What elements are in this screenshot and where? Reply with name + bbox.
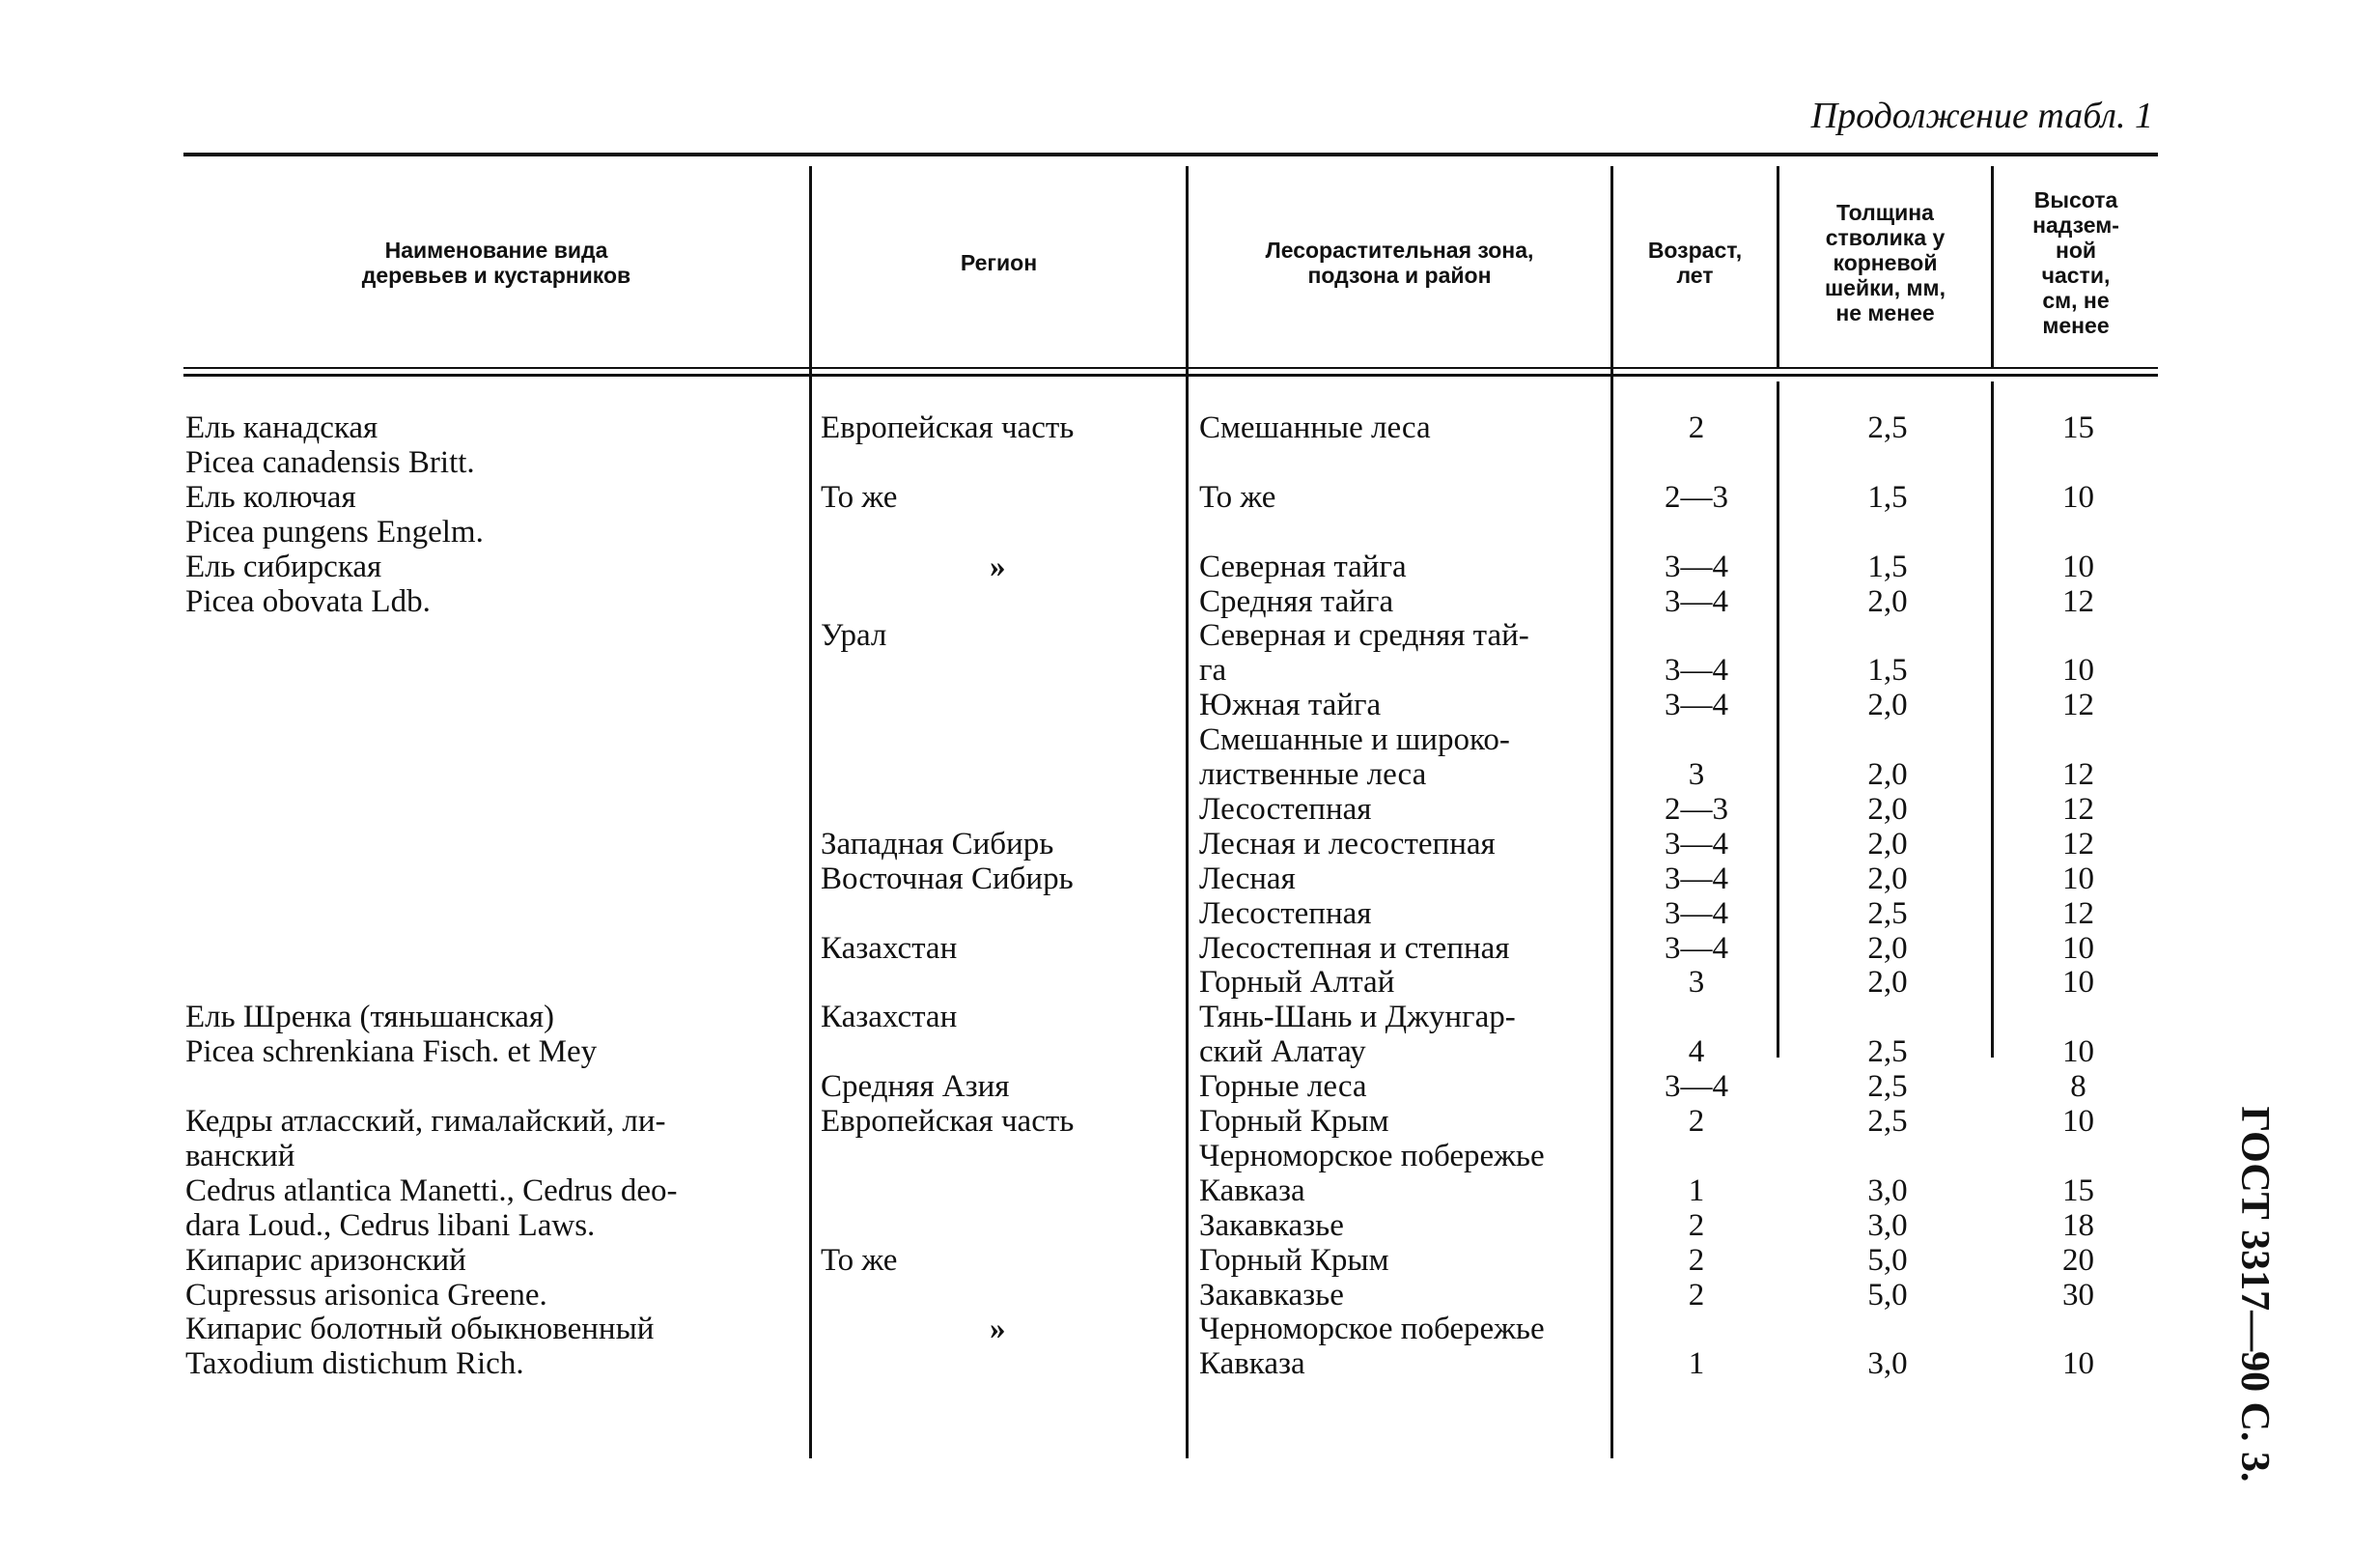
height-cell: 18 [2062,1207,2094,1243]
thickness-cell: 2,5 [1867,1034,1908,1070]
zone-cell: Средняя тайга [1199,583,1394,619]
table-row [0,722,2380,757]
table-row [0,861,2380,896]
zone-cell: Южная тайга [1199,688,1382,723]
age-cell: 3—4 [1665,1069,1728,1105]
thickness-cell: 3,0 [1867,1346,1908,1382]
age-cell: 2 [1688,1277,1705,1313]
header-zone: Лесорастительная зона, подзона и район [1265,238,1534,288]
species-cell: Cedrus atlantica Manetti., Cedrus deo- [185,1172,678,1208]
thickness-cell: 2,0 [1867,861,1908,896]
species-cell: Picea pungens Engelm. [185,514,484,550]
thickness-cell: 2,0 [1867,930,1908,966]
table-row [0,1312,2380,1346]
age-cell: 2—3 [1665,791,1728,827]
zone-cell: Смешанные и широко- [1199,722,1510,758]
height-cell: 12 [2062,583,2094,619]
zone-cell: Кавказа [1199,1172,1305,1208]
species-cell: Cupressus arisonica Greene. [185,1277,547,1313]
thickness-cell: 3,0 [1867,1172,1908,1208]
age-cell: 2 [1688,1104,1705,1139]
thickness-cell: 3,0 [1867,1207,1908,1243]
height-cell: 12 [2062,826,2094,861]
thickness-cell: 2,0 [1867,757,1908,792]
table-row [0,584,2380,619]
zone-cell: Тянь-Шань и Джунгар- [1199,1000,1516,1035]
age-cell: 3—4 [1665,895,1728,931]
species-cell: Кедры атласский, гималайский, ли- [185,1104,666,1139]
table-row [0,1173,2380,1208]
table-row [0,965,2380,1000]
table-row [0,618,2380,653]
age-cell: 4 [1688,1034,1705,1070]
thickness-cell: 5,0 [1867,1242,1908,1278]
table-row [0,1139,2380,1173]
region-cell: Европейская часть [821,1104,1075,1139]
region-cell: Казахстан [821,1000,958,1035]
top-rule [183,153,2158,156]
region-cell: То же [821,479,898,515]
zone-cell: лиственные леса [1199,757,1427,792]
ditto-mark: » [990,1312,1006,1347]
region-cell: Казахстан [821,930,958,966]
zone-cell: То же [1199,479,1276,515]
species-cell: Ель Шренка (тяньшанская) [185,1000,555,1035]
region-cell: То же [821,1242,898,1278]
age-cell: 3—4 [1665,549,1728,584]
species-cell: Ель колючая [185,479,356,515]
species-cell: Ель сибирская [185,549,382,584]
thickness-cell: 1,5 [1867,549,1908,584]
thickness-cell: 2,5 [1867,1104,1908,1139]
zone-cell: Лесостепная [1199,791,1372,827]
height-cell: 12 [2062,688,2094,723]
height-cell: 10 [2062,965,2094,1001]
table-row [0,410,2380,445]
age-cell: 3 [1688,757,1705,792]
height-cell: 10 [2062,1346,2094,1382]
species-cell: ванский [185,1138,295,1173]
age-cell: 2 [1688,1242,1705,1278]
table-row [0,1034,2380,1069]
table-row [0,1069,2380,1104]
age-cell: 3—4 [1665,688,1728,723]
age-cell: 1 [1688,1172,1705,1208]
zone-cell: Черноморское побережье [1199,1138,1545,1173]
table-row [0,688,2380,722]
table-row [0,792,2380,827]
species-cell: dara Loud., Cedrus libani Laws. [185,1207,596,1243]
zone-cell: Закавказье [1199,1207,1344,1243]
thickness-cell: 2,5 [1867,1069,1908,1105]
region-cell: Урал [821,618,887,654]
age-cell: 3 [1688,965,1705,1001]
table-row [0,1346,2380,1381]
region-cell: Средняя Азия [821,1069,1010,1105]
height-cell: 12 [2062,895,2094,931]
header-rule-1 [183,367,2158,369]
thickness-cell: 1,5 [1867,479,1908,515]
table-continuation-caption: Продолжение табл. 1 [1810,96,2153,136]
thickness-cell: 5,0 [1867,1277,1908,1313]
region-cell [821,549,1006,584]
height-cell: 10 [2062,1104,2094,1139]
species-cell: Picea schrenkiana Fisch. et Mey [185,1034,598,1070]
height-cell: 10 [2062,549,2094,584]
height-cell: 10 [2062,861,2094,896]
species-cell: Taxodium distichum Rich. [185,1346,524,1382]
zone-cell: Лесная [1199,861,1296,896]
header-species: Наименование вида деревьев и кустарников [361,238,631,288]
thickness-cell: 2,0 [1867,583,1908,619]
table-row [0,827,2380,861]
header-rule-2 [183,374,2158,377]
page-side-label: ГОСТ 3317—90 С. 3. [2232,1106,2277,1482]
height-cell: 10 [2062,1034,2094,1070]
species-cell: Кипарис болотный обыкновенный [185,1312,655,1347]
header-age: Возраст, лет [1647,238,1743,288]
height-cell: 10 [2062,479,2094,515]
table-row [0,1000,2380,1034]
age-cell: 2 [1688,1207,1705,1243]
age-cell: 3—4 [1665,861,1728,896]
zone-cell: Горный Алтай [1199,965,1395,1001]
age-cell: 3—4 [1665,930,1728,966]
age-cell: 2 [1688,410,1705,445]
zone-cell: Северная и средняя тай- [1199,618,1529,654]
thickness-cell: 2,0 [1867,965,1908,1001]
height-cell: 20 [2062,1242,2094,1278]
table-row [0,550,2380,584]
zone-cell: Лесостепная [1199,895,1372,931]
region-cell: Западная Сибирь [821,826,1054,861]
height-cell: 8 [2070,1069,2086,1105]
species-cell: Picea obovata Ldb. [185,583,431,619]
zone-cell: Закавказье [1199,1277,1344,1313]
height-cell: 30 [2062,1277,2094,1313]
age-cell: 3—4 [1665,583,1728,619]
region-cell: Европейская часть [821,410,1075,445]
zone-cell: Горные леса [1199,1069,1367,1105]
table-row [0,1278,2380,1313]
thickness-cell: 2,0 [1867,791,1908,827]
zone-cell: Черноморское побережье [1199,1312,1545,1347]
zone-cell: Лесная и лесостепная [1199,826,1496,861]
header-thickness: Толщина стволика у корневой шейки, мм, не менее [1825,200,1946,325]
zone-cell: ский Алатау [1199,1034,1366,1070]
thickness-cell: 1,5 [1867,653,1908,689]
ditto-mark: » [990,549,1006,584]
zone-cell: Кавказа [1199,1346,1305,1382]
header-region: Регион [960,250,1038,275]
zone-cell: Северная тайга [1199,549,1407,584]
species-cell: Ель канадская [185,410,378,445]
zone-cell: Лесостепная и степная [1199,930,1510,966]
table-row [0,757,2380,792]
thickness-cell: 2,5 [1867,410,1908,445]
height-cell: 15 [2062,410,2094,445]
table-row [0,1104,2380,1139]
zone-cell: Горный Крым [1199,1104,1389,1139]
region-cell [821,1312,1006,1347]
table-row [0,1208,2380,1243]
region-cell: Восточная Сибирь [821,861,1074,896]
height-cell: 12 [2062,791,2094,827]
age-cell: 3—4 [1665,826,1728,861]
zone-cell: га [1199,653,1227,689]
zone-cell: Горный Крым [1199,1242,1389,1278]
table-row [0,1243,2380,1278]
thickness-cell: 2,0 [1867,688,1908,723]
thickness-cell: 2,0 [1867,826,1908,861]
table-row [0,445,2380,480]
table-row [0,515,2380,550]
table-row [0,480,2380,515]
age-cell: 2—3 [1665,479,1728,515]
height-cell: 10 [2062,653,2094,689]
table-row [0,653,2380,688]
height-cell: 12 [2062,757,2094,792]
species-cell: Picea canadensis Britt. [185,444,475,480]
age-cell: 3—4 [1665,653,1728,689]
age-cell: 1 [1688,1346,1705,1382]
height-cell: 15 [2062,1172,2094,1208]
table-row [0,896,2380,931]
zone-cell: Смешанные леса [1199,410,1431,445]
species-cell: Кипарис аризонский [185,1242,466,1278]
header-height: Высота надзем- ной части, см, не менее [2032,187,2119,338]
thickness-cell: 2,5 [1867,895,1908,931]
table-row [0,931,2380,966]
height-cell: 10 [2062,930,2094,966]
